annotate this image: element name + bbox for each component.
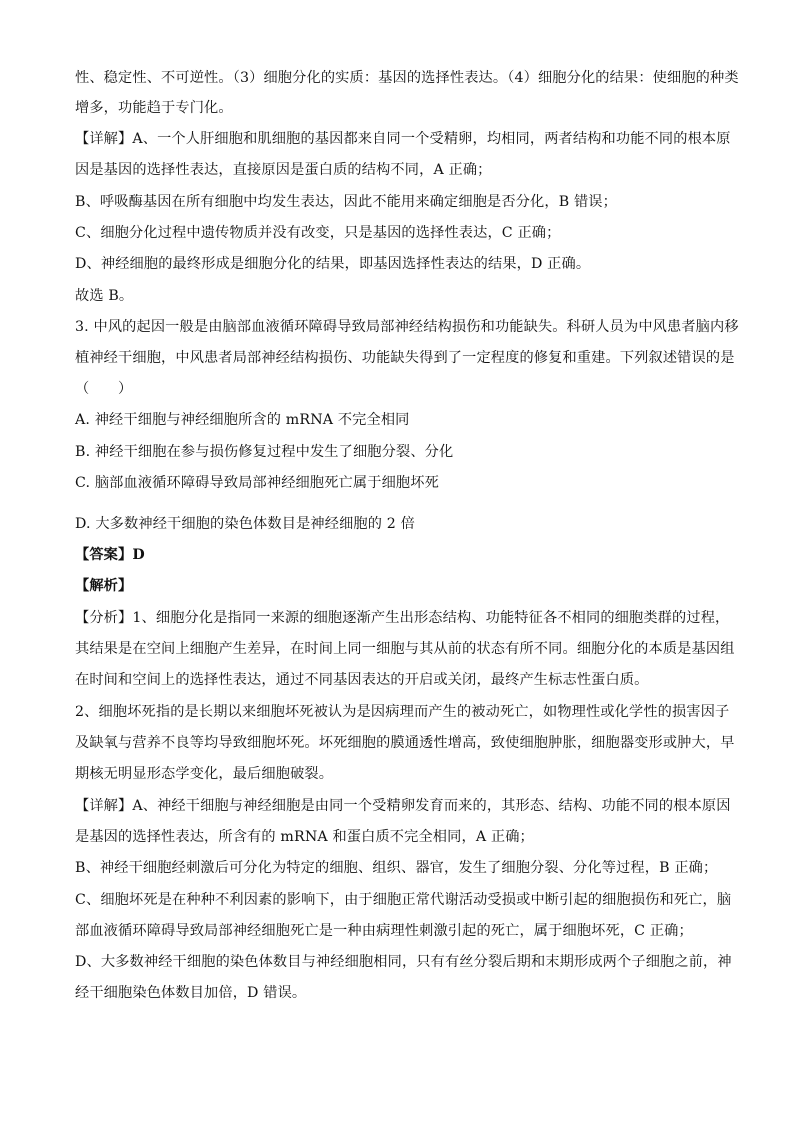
text-line: 性、稳定性、不可逆性。（3）细胞分化的实质：基因的选择性表达。（4）细胞分化的结果：使细胞的种类 <box>75 70 739 86</box>
text-line: 【详解】A、神经干细胞与神经细胞是由同一个受精卵发育而来的，其形态、结构、功能不同的根本原因 <box>75 798 731 814</box>
text-line: 因是基因的选择性表达，直接原因是蛋白质的结构不同，A 正确； <box>75 162 492 178</box>
question-blank: （ ） <box>75 381 133 397</box>
text-line: C、细胞分化过程中遗传物质并没有改变，只是基因的选择性表达，C 正确； <box>75 225 561 241</box>
text-line: 2、细胞坏死指的是长期以来细胞坏死被认为是因病理而产生的被动死亡，如物理性或化学性的损害因子 <box>75 704 730 720</box>
answer-label: 【答案】D <box>75 547 145 563</box>
option-a: A. 神经干细胞与神经细胞所含的 mRNA 不完全相同 <box>75 412 410 428</box>
option-b: B. 神经干细胞在参与损伤修复过程中发生了细胞分裂、分化 <box>75 444 454 460</box>
question-stem: 3. 中风的起因一般是由脑部血液循环障碍导致局部神经结构损伤和功能缺失。科研人员为中风患者脑内移 <box>75 319 739 335</box>
text-line: 是基因的选择性表达，所含有的 mRNA 和蛋白质不完全相同，A 正确； <box>75 829 534 845</box>
text-line: 在时间和空间上的选择性表达，通过不同基因表达的开启或关闭，最终产生标志性蛋白质。 <box>75 672 649 688</box>
text-line: B、神经干细胞经刺激后可分化为特定的细胞、组织、器官，发生了细胞分裂、分化等过程，B 正确； <box>75 860 718 876</box>
text-line: 期核无明显形态学变化，最后细胞破裂。 <box>75 766 334 782</box>
text-line: D、大多数神经干细胞的染色体数目与神经细胞相同，只有有丝分裂后期和末期形成两个子细胞之前，神 <box>75 954 732 970</box>
option-d: D. 大多数神经干细胞的染色体数目是神经细胞的 2 倍 <box>75 516 415 532</box>
text-line: 其结果是在空间上细胞产生差异，在时间上同一细胞与其从前的状态有所不同。细胞分化的本质是基因组 <box>75 641 735 657</box>
text-line: C、细胞坏死是在种种不利因素的影响下，由于细胞正常代谢活动受损或中断引起的细胞损伤和死亡，脑 <box>75 892 732 908</box>
text-line: 增多，功能趋于专门化。 <box>75 100 233 116</box>
text-line: B、呼吸酶基因在所有细胞中均发生表达，因此不能用来确定细胞是否分化，B 错误； <box>75 194 617 210</box>
option-c: C. 脑部血液循环障碍导致局部神经细胞死亡属于细胞坏死 <box>75 475 439 491</box>
analysis-heading: 【解析】 <box>75 578 133 594</box>
text-line: D、神经细胞的最终形成是细胞分化的结果，即基因选择性表达的结果，D 正确。 <box>75 256 591 272</box>
text-line: 【分析】1、细胞分化是指同一来源的细胞逐渐产生出形态结构、功能特征各不相同的细胞类群的过程， <box>75 610 730 626</box>
text-line: 部血液循环障碍导致局部神经细胞死亡是一种由病理性刺激引起的死亡，属于细胞坏死，C 正确； <box>75 923 693 939</box>
text-line: 【详解】A、一个人肝细胞和肌细胞的基因都来自同一个受精卵，均相同，两者结构和功能不同的根本原 <box>75 131 731 147</box>
question-stem: 植神经干细胞，中风患者局部神经结构损伤、功能缺失得到了一定程度的修复和重建。下列叙述错误的是 <box>75 350 735 366</box>
text-line: 故选 B。 <box>75 288 134 304</box>
text-line: 经干细胞染色体数目加倍，D 错误。 <box>75 985 307 1001</box>
text-line: 及缺氧与营养不良等均导致细胞坏死。坏死细胞的膜通透性增高，致使细胞肿胀，细胞器变形或肿大，早 <box>75 735 735 751</box>
